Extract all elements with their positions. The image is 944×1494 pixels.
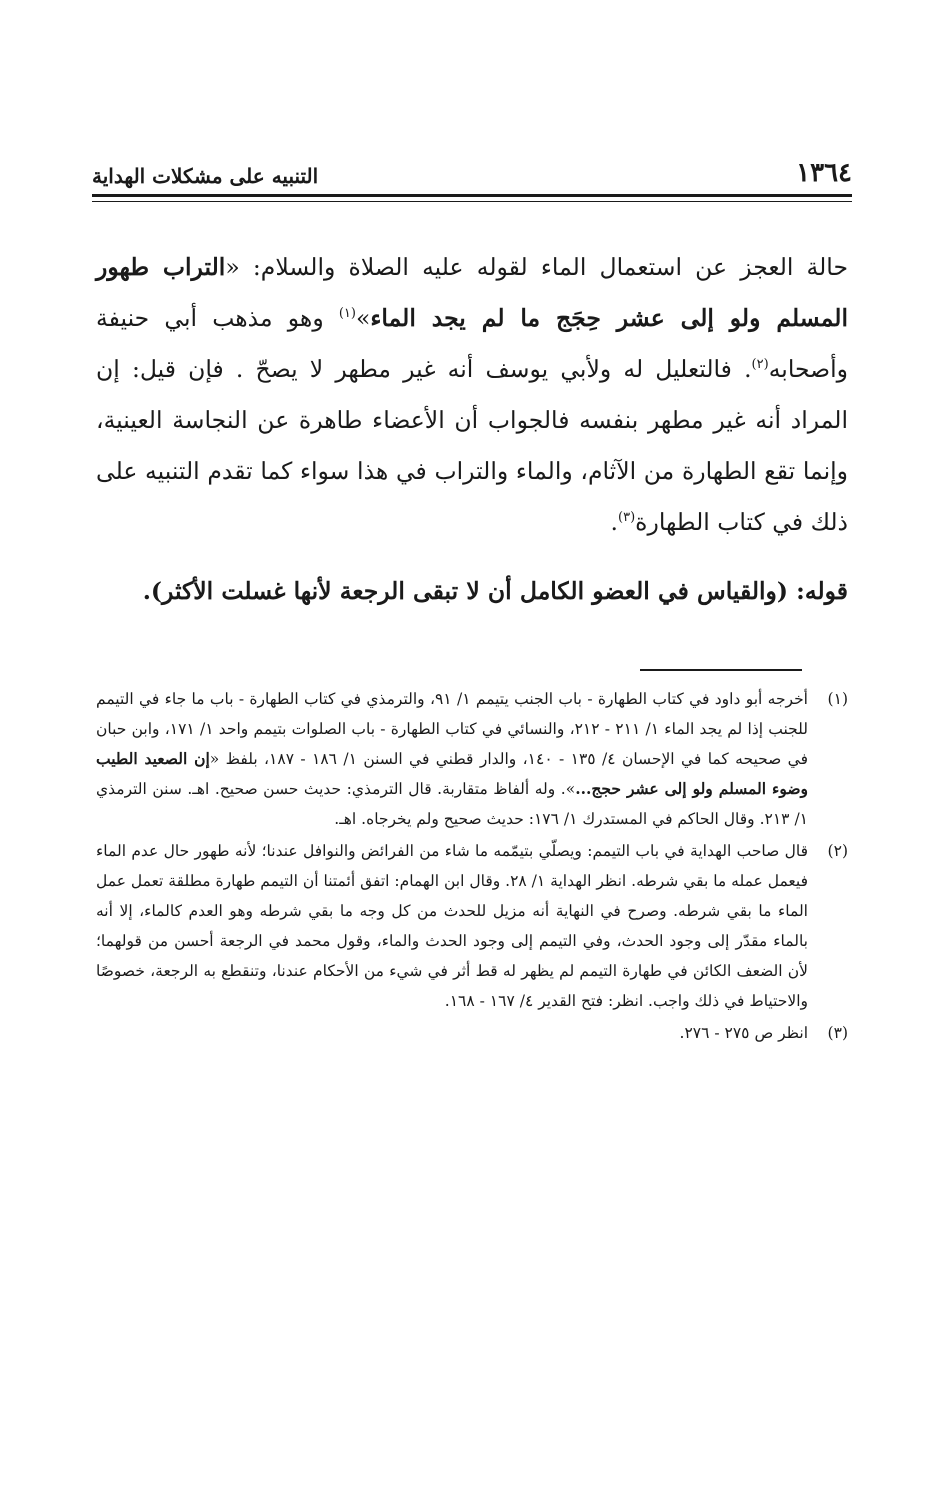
text-run: . فالتعليل له ولأبي يوسف أنه غير مطهر لا يصحّ . فإن قيل: إن المراد أنه غير مطهر بنفسه فالجواب أن الأعضاء طاهرة عن النجاسة العينية، وإنما تقع الطهارة من الآثام، والماء والتراب في هذا سواء كما تقدم التنبيه على ذلك في كتاب الطهارة bbox=[96, 355, 848, 536]
footnote-number: (٣) bbox=[827, 1024, 848, 1042]
footnote-separator bbox=[640, 669, 802, 671]
main-text bbox=[96, 242, 848, 617]
footnote-number: (٢) bbox=[827, 842, 848, 860]
footnote-text: انظر ص ٢٧٥ - ٢٧٦. bbox=[679, 1024, 808, 1042]
footnote-ref-1: (١) bbox=[338, 306, 356, 322]
running-title: التنبيه على مشكلات الهداية bbox=[92, 164, 319, 188]
header-rule-thick bbox=[92, 194, 852, 197]
footnote-text bbox=[96, 684, 808, 834]
text-run: ». وله ألفاظ متقاربة. قال الترمذي: حديث حسن صحيح. اهـ. سنن الترمذي ١/ ٢١٣. وقال الحاكم في المستدرك ١/ ١٧٦: حديث صحيح ولم يخرجاه. اهـ. bbox=[96, 780, 808, 828]
text-run: . bbox=[610, 508, 619, 536]
paragraph-1 bbox=[96, 242, 848, 548]
running-header bbox=[92, 148, 852, 188]
text-run: حالة العجز عن استعمال الماء لقوله عليه الصلاة والسلام: « bbox=[225, 253, 848, 281]
footnote-text: قال صاحب الهداية في باب التيمم: ويصلّي بتيمّمه ما شاء من الفرائض والنوافل عندنا؛ لأنه طهور حال عدم الماء فيعمل عمله ما بقي شرطه. انظر الهداية ١/ ٢٨. وقال ابن الهمام: اتفق أئمتنا أن التيمم طهارة مطلقة تعمل عمل الماء ما بقي شرطه. وصرح في النهاية أنه مزيل للحدث من كل وجه ما بقي شرطه وهو العدم كالماء، إلا أنه بالماء مقدّر إلى وجود الحدث، وفي التيمم إلى وجود الحدث والماء، وقول محمد في الرجعة أحسن من قولهما؛ لأن الضعف الكائن في طهارة التيمم لم يظهر له قط أثر في شيء من الأحكام عندنا، وتنقطع به الرجعة، خصوصًا والاحتياط في ذلك واجب. انظر: فتح القدير ٤/ ١٦٧ - ١٦٨. bbox=[96, 842, 809, 1010]
paragraph-2-quote: قوله: (والقياس في العضو الكامل أن لا تبقى الرجعة لأنها غسلت الأكثر). bbox=[142, 577, 848, 605]
text-run: » bbox=[355, 304, 371, 332]
footnote-3 bbox=[96, 1018, 848, 1048]
hadith-quote: إن الصعيد الطيب وضوء المسلم ولو إلى عشر حجج... bbox=[96, 749, 808, 798]
header-rule-thin bbox=[92, 201, 852, 202]
footnote-number: (١) bbox=[827, 690, 848, 708]
hadith-quote: التراب طهور المسلم ولو إلى عشر حِجَج ما لم يجد الماء bbox=[96, 253, 848, 332]
footnote-ref-3: (٣) bbox=[618, 510, 636, 526]
footnotes bbox=[96, 684, 848, 1050]
text-run: أخرجه أبو داود في كتاب الطهارة - باب الجنب يتيمم ١/ ٩١، والترمذي في كتاب الطهارة - باب ما جاء في التيمم للجنب إذا لم يجد الماء ١/ ٢١١ - ٢١٢، والنسائي في كتاب الطهارة - باب الصلوات بتيمم واحد ١/ ١٧١، وابن حبان في صحيحه كما في الإحسان ٤/ ١٣٥ - ١٤٠، والدار قطني في السنن ١/ ١٨٦ - ١٨٧، بلفظ « bbox=[96, 690, 809, 768]
text-run: وهو مذهب أبي حنيفة وأصحابه bbox=[96, 304, 848, 383]
footnote-1 bbox=[96, 684, 848, 834]
footnote-ref-2: (٢) bbox=[751, 357, 769, 373]
page-number: ١٣٦٤ bbox=[796, 158, 852, 188]
footnote-2 bbox=[96, 836, 848, 1016]
